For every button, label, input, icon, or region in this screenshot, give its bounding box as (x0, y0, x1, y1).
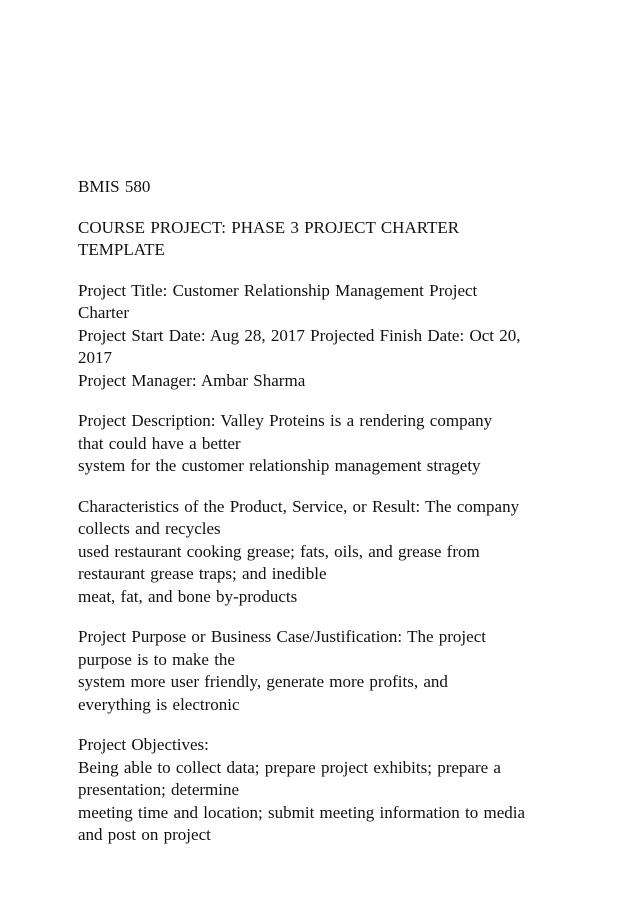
paragraph-gap (78, 392, 578, 410)
paragraph-gap (78, 199, 578, 217)
purpose-line: purpose is to make the (78, 649, 235, 669)
project-purpose-section (78, 626, 578, 716)
purpose-line: system more user friendly, generate more profits, and (78, 672, 448, 691)
project-info-section (78, 280, 578, 393)
description-line: Project Description: Valley Proteins is a rendering company (78, 411, 493, 430)
heading-line: COURSE PROJECT: PHASE 3 PROJECT CHARTER (78, 217, 460, 237)
characteristics-line: restaurant grease traps; and inedible (78, 564, 327, 583)
characteristics-line: meat, fat, and bone by-products (78, 586, 298, 606)
objectives-line: and post on project (78, 825, 211, 844)
purpose-line: Project Purpose or Business Case/Justification: The project (78, 627, 486, 646)
project-title-line: Project Title: Customer Relationship Management Project (78, 280, 478, 300)
objectives-heading: Project Objectives: (78, 735, 209, 754)
purpose-line: everything is electronic (78, 694, 240, 714)
paragraph-gap (78, 262, 578, 280)
project-dates-line: 2017 (78, 348, 112, 367)
course-code: BMIS 580 (78, 177, 151, 196)
project-manager-line: Project Manager: Ambar Sharma (78, 370, 306, 390)
description-line: that could have a better (78, 433, 241, 453)
document-body (78, 176, 578, 847)
document-heading (78, 217, 578, 262)
heading-line: TEMPLATE (78, 240, 165, 259)
characteristics-line: used restaurant cooking grease; fats, oils, and grease from (78, 541, 480, 561)
project-description-section (78, 410, 578, 478)
paragraph-gap (78, 608, 578, 626)
objectives-line: presentation; determine (78, 780, 240, 799)
objectives-line: meeting time and location; submit meeting information to media (78, 802, 526, 822)
project-dates-line: Project Start Date: Aug 28, 2017 Projected Finish Date: Oct 20, (78, 325, 521, 345)
characteristics-section (78, 496, 578, 609)
characteristics-line: collects and recycles (78, 519, 221, 538)
characteristics-line: Characteristics of the Product, Service, or Result: The company (78, 496, 520, 516)
description-line: system for the customer relationship management stragety (78, 456, 481, 475)
project-objectives-section (78, 734, 578, 847)
project-title-line: Charter (78, 303, 129, 322)
paragraph-gap (78, 716, 578, 734)
objectives-line: Being able to collect data; prepare project exhibits; prepare a (78, 757, 501, 777)
paragraph-gap (78, 478, 578, 496)
